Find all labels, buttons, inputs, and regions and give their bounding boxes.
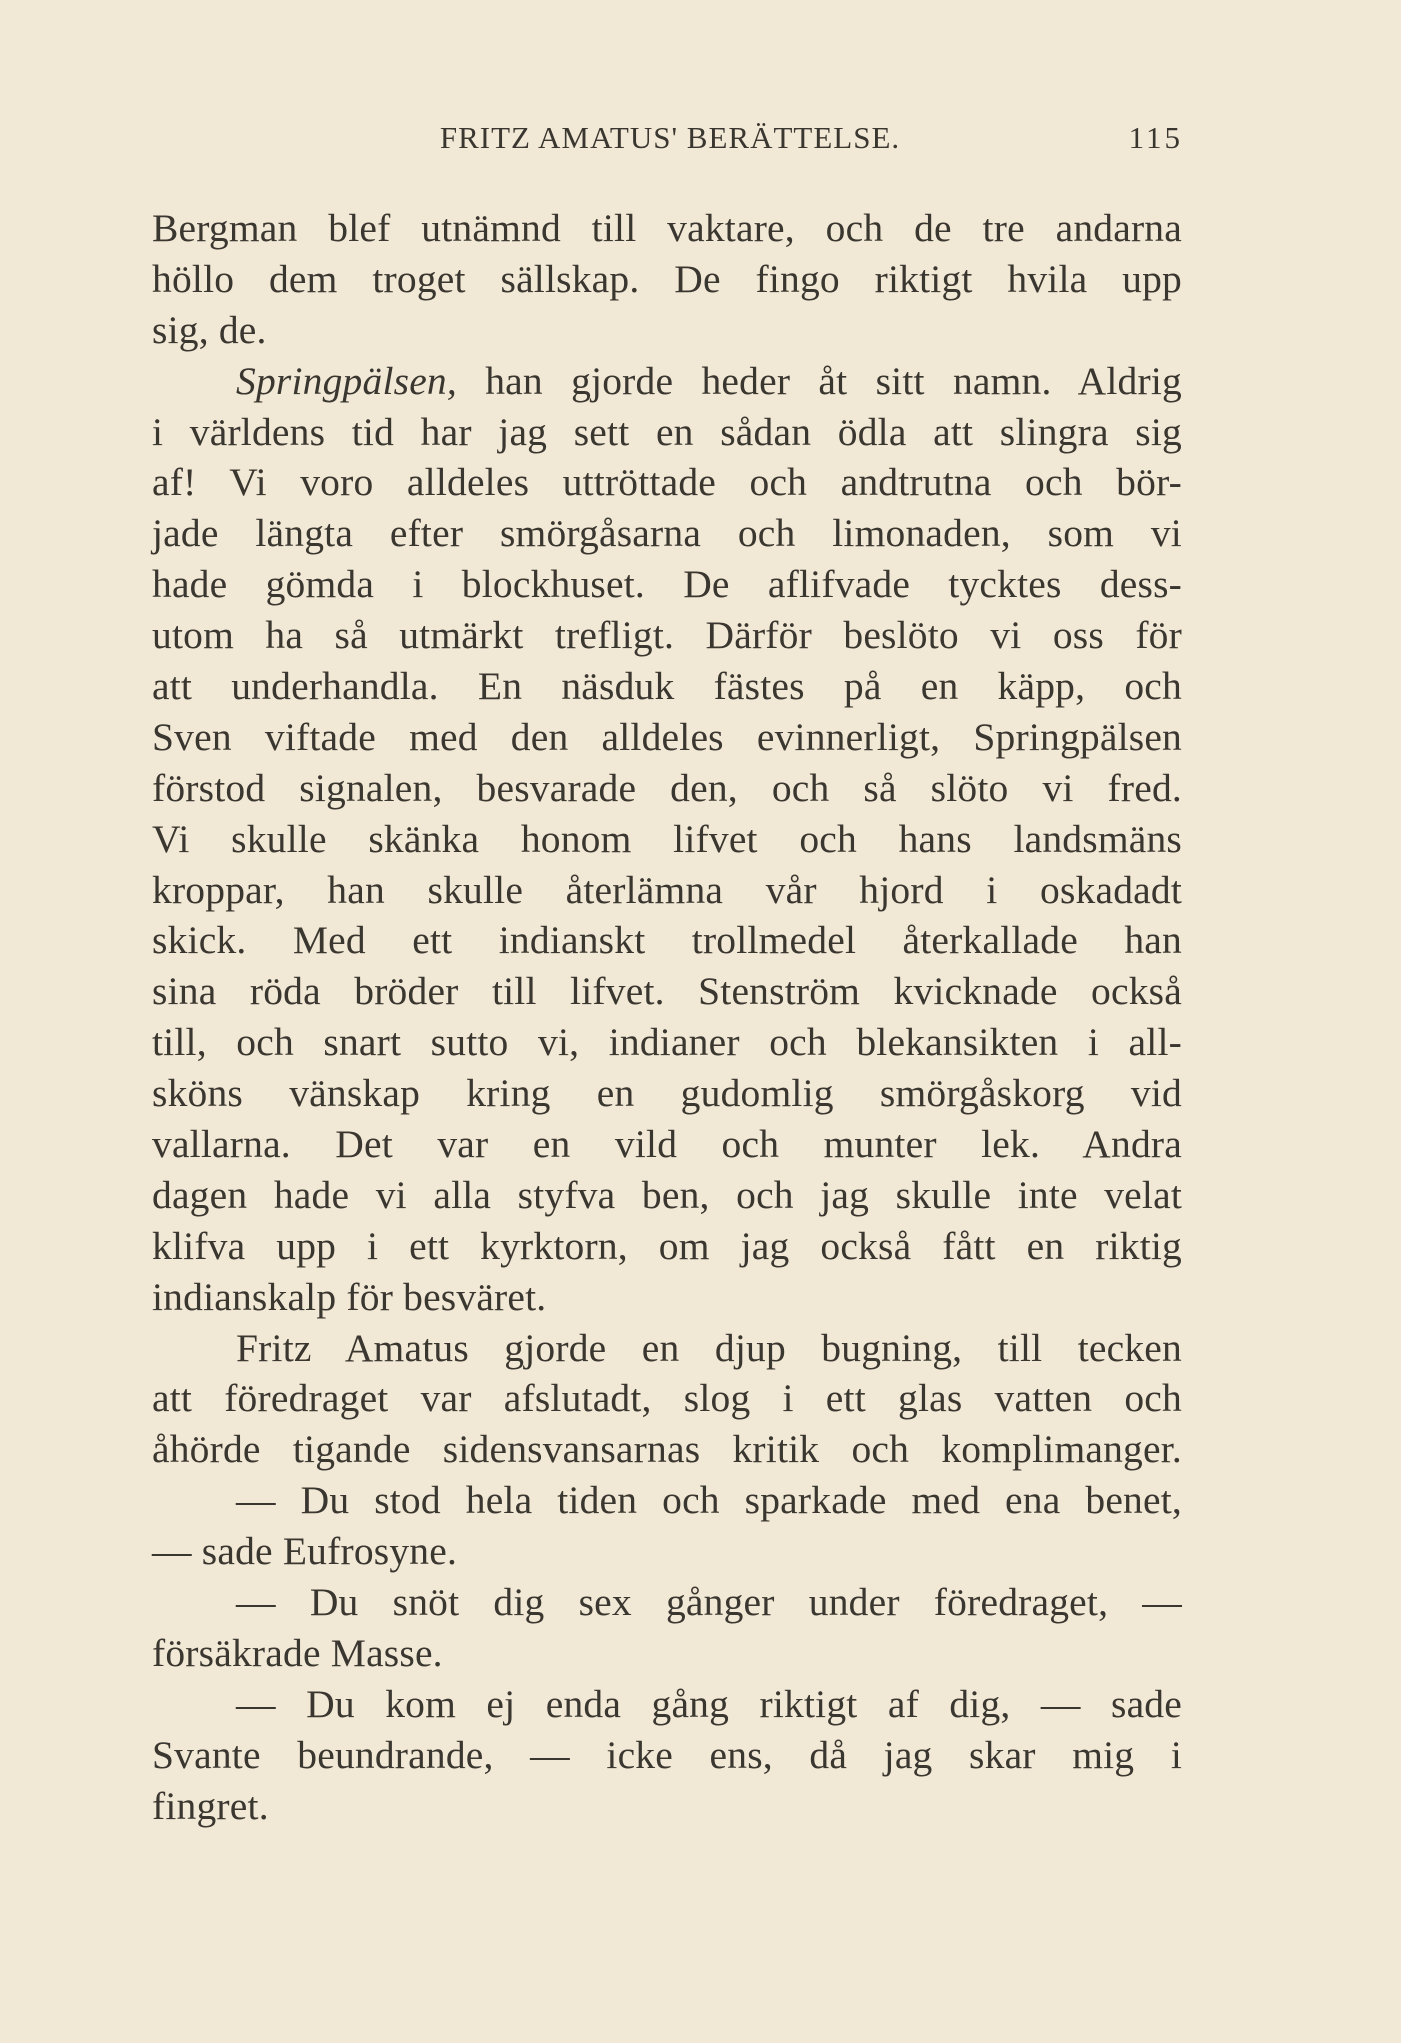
line-text: Bergman blef utnämnd till vaktare, och de tre andarna xyxy=(152,206,1182,250)
line-text: att underhandla. En näsduk fästes på en käpp, och xyxy=(152,664,1182,709)
text-line xyxy=(152,1526,1182,1577)
line-text: förstod signalen, besvarade den, och så slöto vi fred. xyxy=(152,765,1182,810)
line-text: klifva upp i ett kyrktorn, om jag också fått en riktig xyxy=(152,1223,1182,1268)
text-line xyxy=(152,508,1182,559)
text-line xyxy=(152,915,1182,966)
paragraph xyxy=(152,203,1182,356)
text-line xyxy=(152,712,1182,763)
line-text: sköns vänskap kring en gudomlig smörgåskorg vid xyxy=(152,1071,1182,1116)
text-line xyxy=(152,1119,1182,1170)
line-text: kroppar, han skulle återlämna vår hjord i oskadadt xyxy=(152,867,1182,912)
text-line xyxy=(152,1017,1182,1068)
text-line xyxy=(152,1068,1182,1119)
line-text: fingret. xyxy=(152,1783,269,1828)
line-text: dagen hade vi alla styfva ben, och jag skulle inte velat xyxy=(152,1172,1182,1217)
line-text: — Du stod hela tiden och sparkade med ena benet, xyxy=(236,1478,1182,1523)
text-line xyxy=(152,661,1182,712)
text-line xyxy=(152,610,1182,661)
line-text: Vi skulle skänka honom lifvet och hans landsmäns xyxy=(152,816,1182,861)
line-text: utom ha så utmärkt trefligt. Därför beslöto vi oss för xyxy=(152,613,1182,658)
line-text: sina röda bröder till lifvet. Stenström kvicknade också xyxy=(152,969,1182,1014)
line-text: försäkrade Masse. xyxy=(152,1630,443,1675)
line-text: hade gömda i blockhuset. De aflifvade tycktes dess- xyxy=(152,562,1182,607)
text-line xyxy=(152,356,1182,407)
line-text: indianskalp för besväret. xyxy=(152,1274,547,1319)
text-line xyxy=(152,763,1182,814)
text-line xyxy=(152,1424,1182,1475)
line-text: — sade Eufrosyne. xyxy=(152,1529,458,1574)
line-text: Svante beundrande, — icke ens, då jag skar mig i xyxy=(152,1732,1182,1777)
text-line xyxy=(152,559,1182,610)
line-text: i världens tid har jag sett en sådan ödla att slingra sig xyxy=(152,409,1182,454)
text-line xyxy=(152,1628,1182,1679)
paragraph xyxy=(152,356,1182,1323)
text-line xyxy=(152,457,1182,508)
text-line xyxy=(152,1323,1182,1374)
text-line xyxy=(152,865,1182,916)
text-line xyxy=(152,1170,1182,1221)
text-line xyxy=(152,1781,1182,1832)
text-line xyxy=(152,407,1182,458)
body-text xyxy=(152,203,1182,1832)
paragraph xyxy=(152,1475,1182,1577)
italic-word: Springpälsen, xyxy=(236,358,457,403)
paragraph xyxy=(152,1577,1182,1679)
text-line xyxy=(152,1577,1182,1628)
text-line xyxy=(152,305,1182,356)
line-text: åhörde tigande sidensvansarnas kritik och komplimanger. xyxy=(152,1427,1182,1472)
line-text: sig, de. xyxy=(152,307,267,352)
line-text: — Du kom ej enda gång riktigt af dig, — sade xyxy=(236,1681,1182,1726)
text-line xyxy=(152,1373,1182,1424)
text-line xyxy=(152,1730,1182,1781)
line-text: till, och snart sutto vi, indianer och blekansikten i all- xyxy=(152,1020,1182,1065)
line-text: vallarna. Det var en vild och munter lek. Andra xyxy=(152,1122,1182,1167)
text-line xyxy=(152,1475,1182,1526)
text-line xyxy=(152,1272,1182,1323)
line-text: han gjorde heder åt sitt namn. Aldrig xyxy=(456,358,1182,403)
text-line xyxy=(152,254,1182,305)
running-title: FRITZ AMATUS' BERÄTTELSE. xyxy=(439,120,901,155)
line-text: Sven viftade med den alldeles evinnerligt, Springpälsen xyxy=(152,714,1182,759)
page-number: 115 xyxy=(1128,120,1183,155)
text-line xyxy=(152,814,1182,865)
paragraph xyxy=(152,1679,1182,1832)
line-text: — Du snöt dig sex gånger under föredraget, — xyxy=(236,1580,1182,1625)
text-line xyxy=(152,966,1182,1017)
line-text: jade längta efter smörgåsarna och limonaden, som vi xyxy=(152,511,1182,556)
line-text: Fritz Amatus gjorde en djup bugning, till tecken xyxy=(236,1325,1182,1370)
line-text: af! Vi voro alldeles uttröttade och andtrutna och bör- xyxy=(152,460,1182,505)
line-text: skick. Med ett indianskt trollmedel återkallade han xyxy=(152,918,1182,963)
paragraph xyxy=(152,1323,1182,1476)
line-text: att föredraget var afslutadt, slog i ett glas vatten och xyxy=(152,1376,1182,1421)
text-line xyxy=(152,1221,1182,1272)
text-line xyxy=(152,1679,1182,1730)
text-line xyxy=(152,203,1182,254)
line-text: höllo dem troget sällskap. De fingo riktigt hvila upp xyxy=(152,256,1182,301)
